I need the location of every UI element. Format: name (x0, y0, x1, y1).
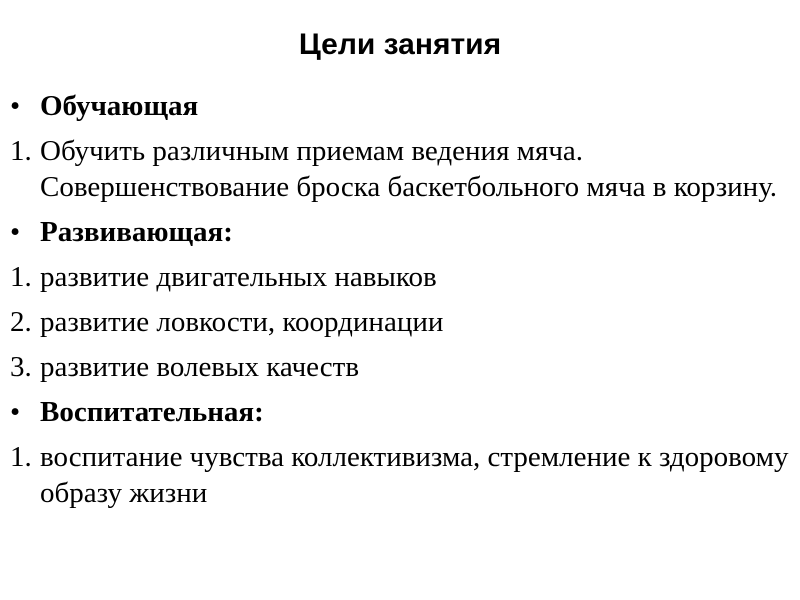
list-item (10, 259, 790, 295)
list-item-number: 1. (10, 441, 32, 473)
list-item-text: развитие двигательных навыков (40, 261, 437, 293)
list-item (10, 439, 790, 511)
bullet-icon: • (10, 396, 21, 428)
list-item-text: воспитание чувства коллективизма, стремление к здоровому образу жизни (40, 441, 789, 509)
list-item (10, 133, 790, 205)
section-heading-label: Развивающая: (40, 216, 233, 248)
list-item-text: развитие волевых качеств (40, 351, 360, 383)
section-heading-developing (10, 214, 790, 250)
bullet-icon: • (10, 90, 21, 122)
section-heading-label: Обучающая (40, 90, 199, 122)
list-item (10, 304, 790, 340)
section-heading-teaching (10, 88, 790, 124)
section-heading-educational (10, 394, 790, 430)
list-item-number: 1. (10, 261, 32, 293)
list-item (10, 349, 790, 385)
bullet-icon: • (10, 216, 21, 248)
list-item-number: 1. (10, 135, 32, 167)
slide-content (10, 88, 790, 520)
slide-title: Цели занятия (298, 28, 502, 61)
list-item-number: 3. (10, 351, 32, 383)
list-item-number: 2. (10, 306, 32, 338)
section-heading-label: Воспитательная: (40, 396, 264, 428)
list-item-text: Обучить различным приемам ведения мяча. Совершенствование броска баскетбольного мяча в корзину. (40, 135, 778, 203)
list-item-text: развитие ловкости, координации (40, 306, 444, 338)
